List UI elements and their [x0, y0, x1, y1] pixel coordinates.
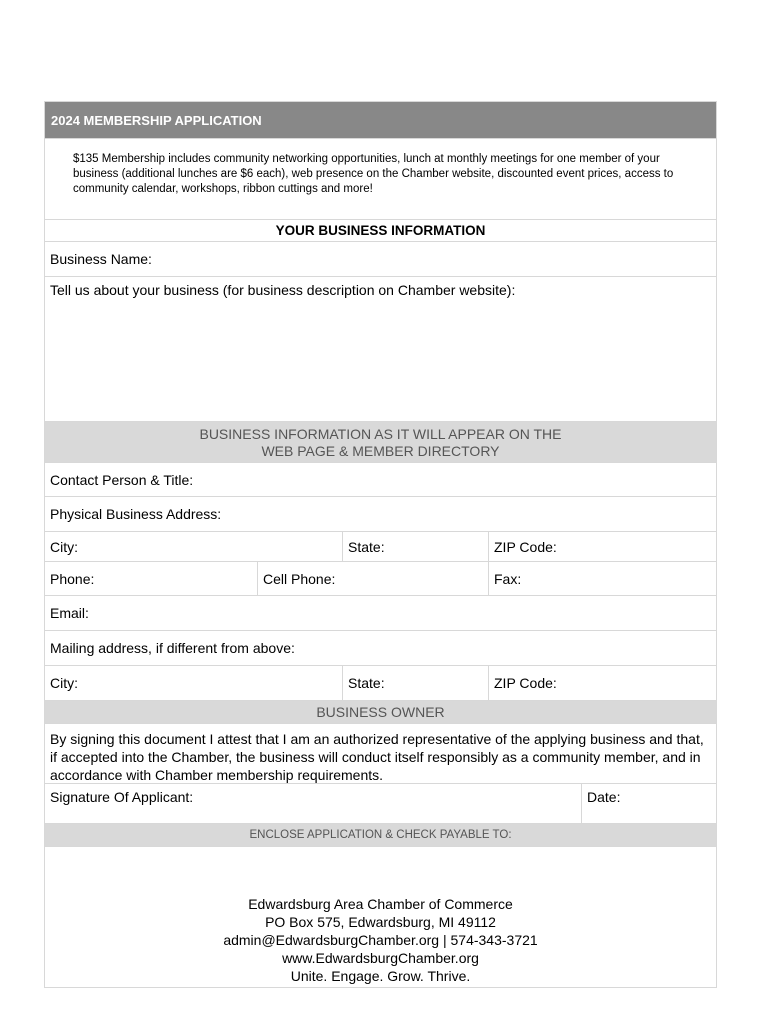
signature-label: Signature Of Applicant:: [50, 789, 194, 805]
phone-label: Phone:: [50, 571, 95, 587]
signature-row: [45, 784, 716, 824]
mailing-city-state-zip-row: [45, 666, 716, 701]
attestation-text: By signing this document I attest that I am an authorized representative of the applying business and that, if accepted into the Chamber, the business will conduct itself responsibly as a community member, and in accordance with Chamber membership requirements.: [45, 724, 716, 784]
physical-address-label: Physical Business Address:: [50, 506, 222, 522]
chamber-address: PO Box 575, Edwardsburg, MI 49112: [265, 914, 496, 930]
mailing-city-field[interactable]: [45, 666, 343, 700]
business-info-heading: YOUR BUSINESS INFORMATION: [45, 220, 716, 242]
mailing-zip-label: ZIP Code:: [494, 675, 557, 691]
city-label: City:: [50, 539, 78, 555]
phone-row: [45, 562, 716, 596]
cell-phone-field[interactable]: [258, 562, 489, 595]
fax-label: Fax:: [494, 571, 522, 587]
chamber-website: www.EdwardsburgChamber.org: [282, 950, 479, 966]
contact-person-label: Contact Person & Title:: [50, 472, 194, 488]
business-name-label: Business Name:: [50, 251, 152, 267]
phone-field[interactable]: [45, 562, 258, 595]
business-description-field[interactable]: [45, 277, 716, 422]
signature-field[interactable]: [45, 784, 582, 823]
chamber-tagline: Unite. Engage. Grow. Thrive.: [290, 968, 471, 984]
contact-person-field[interactable]: [45, 463, 716, 497]
membership-intro-text: $135 Membership includes community networking opportunities, lunch at monthly meetings for one member of your business (additional lunches are $6 each), web presence on the Chamber website, discounted event prices, access to community calendar, workshops, ribbon cuttings and more!: [45, 139, 716, 220]
mailing-address-label: Mailing address, if different from above:: [50, 640, 295, 656]
business-owner-heading: BUSINESS OWNER: [45, 701, 716, 724]
mailing-address-field[interactable]: [45, 631, 716, 666]
city-field[interactable]: [45, 532, 343, 561]
business-description-label: Tell us about your business (for business description on Chamber website):: [50, 282, 516, 298]
web-directory-heading-line1: BUSINESS INFORMATION AS IT WILL APPEAR ON THE: [199, 426, 562, 442]
web-directory-heading: [45, 422, 716, 463]
membership-application-form: [44, 101, 717, 988]
email-label: Email:: [50, 605, 89, 621]
cell-phone-label: Cell Phone:: [263, 571, 336, 587]
mailing-city-label: City:: [50, 675, 78, 691]
form-title: 2024 MEMBERSHIP APPLICATION: [45, 102, 716, 139]
chamber-name: Edwardsburg Area Chamber of Commerce: [248, 896, 513, 912]
state-label: State:: [348, 539, 385, 555]
zip-field[interactable]: [489, 532, 716, 561]
date-label: Date:: [587, 789, 621, 805]
fax-field[interactable]: [489, 562, 716, 595]
city-state-zip-row: [45, 532, 716, 562]
business-name-field[interactable]: [45, 242, 716, 277]
mailing-zip-field[interactable]: [489, 666, 716, 700]
email-field[interactable]: [45, 596, 716, 631]
date-field[interactable]: [582, 784, 716, 823]
zip-label: ZIP Code:: [494, 539, 557, 555]
chamber-contact-block: [45, 847, 716, 987]
physical-address-field[interactable]: [45, 497, 716, 532]
enclose-heading: ENCLOSE APPLICATION & CHECK PAYABLE TO:: [45, 824, 716, 847]
chamber-email-phone: admin@EdwardsburgChamber.org | 574-343-3721: [223, 932, 538, 948]
mailing-state-label: State:: [348, 675, 385, 691]
web-directory-heading-line2: WEB PAGE & MEMBER DIRECTORY: [261, 443, 500, 459]
state-field[interactable]: [343, 532, 489, 561]
mailing-state-field[interactable]: [343, 666, 489, 700]
